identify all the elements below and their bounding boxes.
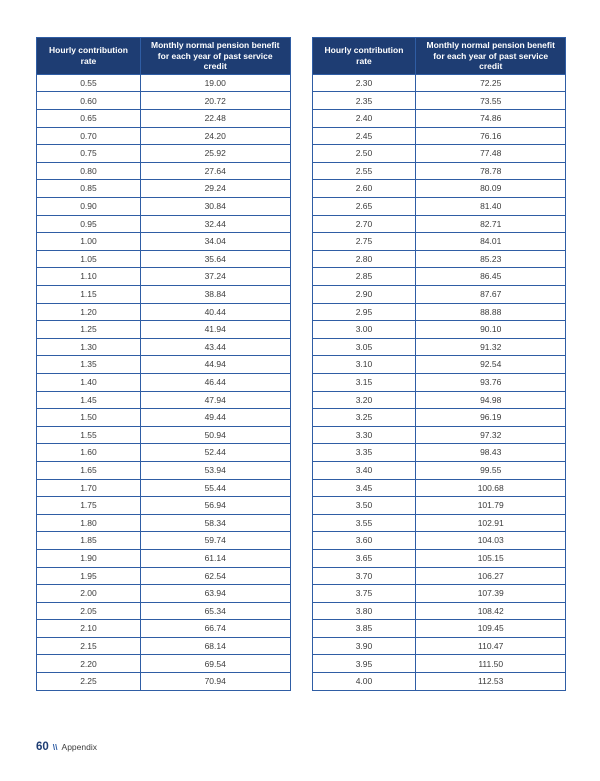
table-row <box>312 303 566 321</box>
cell-contribution-rate: 0.55 <box>37 74 141 92</box>
cell-contribution-rate: 1.25 <box>37 321 141 339</box>
cell-contribution-rate: 1.10 <box>37 268 141 286</box>
cell-contribution-rate: 3.10 <box>312 356 416 374</box>
cell-contribution-rate: 1.50 <box>37 409 141 427</box>
cell-contribution-rate: 2.30 <box>312 74 416 92</box>
table-row <box>312 585 566 603</box>
table-row <box>37 479 291 497</box>
cell-benefit-amount: 106.27 <box>416 567 566 585</box>
cell-contribution-rate: 3.45 <box>312 479 416 497</box>
table-row <box>37 585 291 603</box>
table-row <box>312 356 566 374</box>
table-row <box>312 162 566 180</box>
cell-contribution-rate: 3.25 <box>312 409 416 427</box>
cell-contribution-rate: 1.15 <box>37 286 141 304</box>
cell-benefit-amount: 93.76 <box>416 373 566 391</box>
cell-contribution-rate: 0.85 <box>37 180 141 198</box>
table-row <box>312 145 566 163</box>
cell-contribution-rate: 3.05 <box>312 338 416 356</box>
table-row <box>37 303 291 321</box>
cell-benefit-amount: 47.94 <box>140 391 290 409</box>
cell-contribution-rate: 3.15 <box>312 373 416 391</box>
cell-benefit-amount: 110.47 <box>416 637 566 655</box>
table-row <box>37 391 291 409</box>
cell-benefit-amount: 34.04 <box>140 233 290 251</box>
cell-benefit-amount: 29.24 <box>140 180 290 198</box>
cell-contribution-rate: 2.85 <box>312 268 416 286</box>
cell-benefit-amount: 62.54 <box>140 567 290 585</box>
cell-contribution-rate: 2.40 <box>312 110 416 128</box>
cell-benefit-amount: 46.44 <box>140 373 290 391</box>
pension-table-left <box>36 37 291 691</box>
cell-benefit-amount: 85.23 <box>416 250 566 268</box>
table-row <box>312 268 566 286</box>
cell-contribution-rate: 0.80 <box>37 162 141 180</box>
cell-benefit-amount: 87.67 <box>416 286 566 304</box>
table-row <box>312 250 566 268</box>
cell-benefit-amount: 65.34 <box>140 602 290 620</box>
cell-contribution-rate: 3.00 <box>312 321 416 339</box>
cell-benefit-amount: 107.39 <box>416 585 566 603</box>
page-footer <box>36 741 97 753</box>
cell-benefit-amount: 49.44 <box>140 409 290 427</box>
cell-contribution-rate: 2.90 <box>312 286 416 304</box>
cell-contribution-rate: 0.65 <box>37 110 141 128</box>
cell-contribution-rate: 4.00 <box>312 673 416 691</box>
cell-contribution-rate: 0.60 <box>37 92 141 110</box>
cell-contribution-rate: 3.55 <box>312 514 416 532</box>
table-row <box>312 92 566 110</box>
table-header-right <box>312 38 566 75</box>
cell-benefit-amount: 105.15 <box>416 549 566 567</box>
table-row <box>312 461 566 479</box>
cell-benefit-amount: 96.19 <box>416 409 566 427</box>
cell-benefit-amount: 74.86 <box>416 110 566 128</box>
cell-benefit-amount: 112.53 <box>416 673 566 691</box>
cell-contribution-rate: 2.35 <box>312 92 416 110</box>
table-row <box>312 215 566 233</box>
table-row <box>37 233 291 251</box>
cell-contribution-rate: 2.45 <box>312 127 416 145</box>
cell-contribution-rate: 2.95 <box>312 303 416 321</box>
table-row <box>37 426 291 444</box>
cell-contribution-rate: 2.75 <box>312 233 416 251</box>
cell-contribution-rate: 1.45 <box>37 391 141 409</box>
table-row <box>37 162 291 180</box>
cell-benefit-amount: 86.45 <box>416 268 566 286</box>
cell-contribution-rate: 2.25 <box>37 673 141 691</box>
table-row <box>37 268 291 286</box>
cell-contribution-rate: 2.70 <box>312 215 416 233</box>
cell-contribution-rate: 2.00 <box>37 585 141 603</box>
table-row <box>37 215 291 233</box>
cell-contribution-rate: 2.10 <box>37 620 141 638</box>
cell-benefit-amount: 109.45 <box>416 620 566 638</box>
cell-contribution-rate: 3.85 <box>312 620 416 638</box>
table-row <box>312 620 566 638</box>
table-row <box>37 250 291 268</box>
table-row <box>312 479 566 497</box>
table-row <box>312 602 566 620</box>
table-row <box>312 514 566 532</box>
table-row <box>37 444 291 462</box>
cell-contribution-rate: 2.20 <box>37 655 141 673</box>
cell-contribution-rate: 0.70 <box>37 127 141 145</box>
cell-benefit-amount: 27.64 <box>140 162 290 180</box>
cell-contribution-rate: 0.95 <box>37 215 141 233</box>
table-row <box>312 391 566 409</box>
cell-contribution-rate: 3.95 <box>312 655 416 673</box>
column-header-rate: Hourly contribution rate <box>37 38 141 75</box>
cell-contribution-rate: 2.05 <box>37 602 141 620</box>
table-row <box>37 602 291 620</box>
cell-benefit-amount: 97.32 <box>416 426 566 444</box>
column-header-rate: Hourly contribution rate <box>312 38 416 75</box>
cell-benefit-amount: 25.92 <box>140 145 290 163</box>
cell-benefit-amount: 80.09 <box>416 180 566 198</box>
cell-contribution-rate: 3.65 <box>312 549 416 567</box>
table-row <box>312 233 566 251</box>
table-row <box>37 198 291 216</box>
footer-separator: \\ <box>52 742 58 752</box>
cell-benefit-amount: 78.78 <box>416 162 566 180</box>
cell-benefit-amount: 22.48 <box>140 110 290 128</box>
page-number: 60 <box>36 741 49 753</box>
cell-contribution-rate: 1.85 <box>37 532 141 550</box>
cell-benefit-amount: 58.34 <box>140 514 290 532</box>
table-row <box>312 637 566 655</box>
table-row <box>37 338 291 356</box>
cell-benefit-amount: 53.94 <box>140 461 290 479</box>
cell-benefit-amount: 61.14 <box>140 549 290 567</box>
table-row <box>312 532 566 550</box>
table-row <box>312 338 566 356</box>
cell-contribution-rate: 3.60 <box>312 532 416 550</box>
cell-benefit-amount: 40.44 <box>140 303 290 321</box>
cell-benefit-amount: 44.94 <box>140 356 290 374</box>
table-row <box>37 620 291 638</box>
table-row <box>37 532 291 550</box>
table-row <box>312 409 566 427</box>
table-row <box>312 74 566 92</box>
table-row <box>37 286 291 304</box>
cell-benefit-amount: 70.94 <box>140 673 290 691</box>
cell-benefit-amount: 37.24 <box>140 268 290 286</box>
table-header-left <box>37 38 291 75</box>
cell-benefit-amount: 72.25 <box>416 74 566 92</box>
table-row <box>37 549 291 567</box>
cell-contribution-rate: 1.00 <box>37 233 141 251</box>
cell-contribution-rate: 2.55 <box>312 162 416 180</box>
cell-benefit-amount: 52.44 <box>140 444 290 462</box>
cell-benefit-amount: 59.74 <box>140 532 290 550</box>
cell-benefit-amount: 63.94 <box>140 585 290 603</box>
cell-benefit-amount: 68.14 <box>140 637 290 655</box>
cell-contribution-rate: 0.75 <box>37 145 141 163</box>
table-row <box>312 655 566 673</box>
table-row <box>37 180 291 198</box>
cell-contribution-rate: 2.65 <box>312 198 416 216</box>
cell-benefit-amount: 100.68 <box>416 479 566 497</box>
cell-benefit-amount: 76.16 <box>416 127 566 145</box>
table-row <box>37 673 291 691</box>
cell-benefit-amount: 56.94 <box>140 497 290 515</box>
table-row <box>37 321 291 339</box>
cell-contribution-rate: 1.80 <box>37 514 141 532</box>
cell-benefit-amount: 104.03 <box>416 532 566 550</box>
cell-contribution-rate: 1.55 <box>37 426 141 444</box>
table-row <box>37 514 291 532</box>
header-row <box>312 38 566 75</box>
cell-benefit-amount: 101.79 <box>416 497 566 515</box>
cell-benefit-amount: 66.74 <box>140 620 290 638</box>
cell-benefit-amount: 81.40 <box>416 198 566 216</box>
cell-benefit-amount: 102.91 <box>416 514 566 532</box>
cell-benefit-amount: 35.64 <box>140 250 290 268</box>
cell-benefit-amount: 69.54 <box>140 655 290 673</box>
column-header-benefit: Monthly normal pension benefit for each year of past service credit <box>140 38 290 75</box>
cell-benefit-amount: 108.42 <box>416 602 566 620</box>
cell-contribution-rate: 2.15 <box>37 637 141 655</box>
table-row <box>312 549 566 567</box>
table-row <box>37 127 291 145</box>
table-row <box>37 110 291 128</box>
cell-contribution-rate: 3.50 <box>312 497 416 515</box>
cell-contribution-rate: 3.20 <box>312 391 416 409</box>
cell-benefit-amount: 91.32 <box>416 338 566 356</box>
cell-benefit-amount: 20.72 <box>140 92 290 110</box>
table-row <box>37 637 291 655</box>
cell-contribution-rate: 2.50 <box>312 145 416 163</box>
cell-benefit-amount: 88.88 <box>416 303 566 321</box>
table-row <box>37 567 291 585</box>
table-body-right <box>312 74 566 690</box>
table-row <box>312 567 566 585</box>
cell-benefit-amount: 82.71 <box>416 215 566 233</box>
table-row <box>37 409 291 427</box>
cell-benefit-amount: 84.01 <box>416 233 566 251</box>
table-row <box>37 74 291 92</box>
cell-contribution-rate: 3.90 <box>312 637 416 655</box>
table-row <box>37 373 291 391</box>
cell-benefit-amount: 111.50 <box>416 655 566 673</box>
cell-benefit-amount: 38.84 <box>140 286 290 304</box>
cell-contribution-rate: 2.60 <box>312 180 416 198</box>
cell-benefit-amount: 41.94 <box>140 321 290 339</box>
table-row <box>312 373 566 391</box>
cell-benefit-amount: 99.55 <box>416 461 566 479</box>
cell-contribution-rate: 3.30 <box>312 426 416 444</box>
pension-table-right <box>312 37 567 691</box>
cell-contribution-rate: 3.75 <box>312 585 416 603</box>
cell-contribution-rate: 1.95 <box>37 567 141 585</box>
cell-contribution-rate: 3.80 <box>312 602 416 620</box>
table-row <box>37 461 291 479</box>
cell-benefit-amount: 94.98 <box>416 391 566 409</box>
table-row <box>312 198 566 216</box>
table-row <box>37 497 291 515</box>
table-row <box>37 145 291 163</box>
cell-benefit-amount: 30.84 <box>140 198 290 216</box>
cell-contribution-rate: 1.35 <box>37 356 141 374</box>
cell-benefit-amount: 24.20 <box>140 127 290 145</box>
table-row <box>312 180 566 198</box>
table-row <box>312 673 566 691</box>
cell-contribution-rate: 3.35 <box>312 444 416 462</box>
cell-benefit-amount: 50.94 <box>140 426 290 444</box>
table-row <box>312 426 566 444</box>
table-row <box>312 497 566 515</box>
cell-contribution-rate: 2.80 <box>312 250 416 268</box>
cell-benefit-amount: 43.44 <box>140 338 290 356</box>
cell-benefit-amount: 55.44 <box>140 479 290 497</box>
cell-benefit-amount: 32.44 <box>140 215 290 233</box>
cell-contribution-rate: 1.60 <box>37 444 141 462</box>
cell-contribution-rate: 1.05 <box>37 250 141 268</box>
column-header-benefit: Monthly normal pension benefit for each year of past service credit <box>416 38 566 75</box>
cell-contribution-rate: 3.40 <box>312 461 416 479</box>
cell-contribution-rate: 1.30 <box>37 338 141 356</box>
cell-contribution-rate: 0.90 <box>37 198 141 216</box>
table-row <box>312 286 566 304</box>
table-row <box>312 110 566 128</box>
table-row <box>37 356 291 374</box>
cell-benefit-amount: 98.43 <box>416 444 566 462</box>
header-row <box>37 38 291 75</box>
footer-section-label: Appendix <box>61 742 97 752</box>
cell-benefit-amount: 73.55 <box>416 92 566 110</box>
table-body-left <box>37 74 291 690</box>
cell-contribution-rate: 3.70 <box>312 567 416 585</box>
table-row <box>312 127 566 145</box>
cell-contribution-rate: 1.20 <box>37 303 141 321</box>
table-row <box>312 444 566 462</box>
cell-benefit-amount: 90.10 <box>416 321 566 339</box>
cell-benefit-amount: 19.00 <box>140 74 290 92</box>
cell-contribution-rate: 1.65 <box>37 461 141 479</box>
table-row <box>312 321 566 339</box>
cell-benefit-amount: 77.48 <box>416 145 566 163</box>
cell-contribution-rate: 1.40 <box>37 373 141 391</box>
cell-contribution-rate: 1.75 <box>37 497 141 515</box>
cell-contribution-rate: 1.70 <box>37 479 141 497</box>
cell-contribution-rate: 1.90 <box>37 549 141 567</box>
cell-benefit-amount: 92.54 <box>416 356 566 374</box>
table-row <box>37 92 291 110</box>
table-row <box>37 655 291 673</box>
